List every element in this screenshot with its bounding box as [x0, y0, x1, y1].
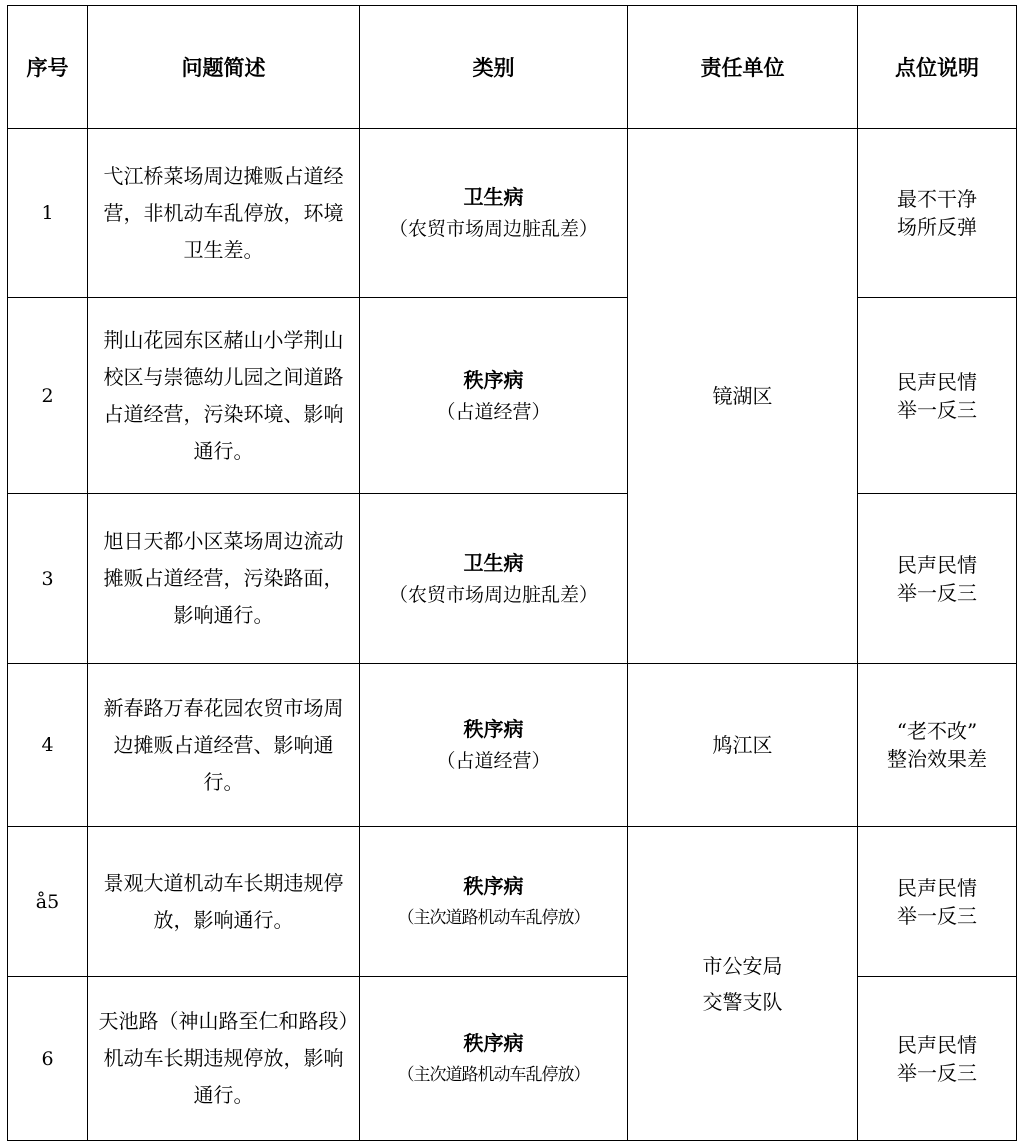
row-number: 1	[8, 129, 88, 298]
category-detail: （主次道路机动车乱停放）	[397, 1064, 590, 1085]
issue-description: 荆山花园东区赭山小学荆山校区与崇德幼儿园之间道路占道经营，污染环境、影响通行。	[88, 298, 360, 494]
category-name: 秩序病	[463, 873, 524, 898]
responsible-unit-jiujiang: 鸠江区	[628, 664, 858, 827]
category-detail: （主次道路机动车乱停放）	[397, 907, 590, 928]
category-name: 卫生病	[463, 185, 524, 209]
row-number: 6	[8, 977, 88, 1141]
issues-table	[7, 5, 1017, 1141]
header-unit: 责任单位	[628, 6, 858, 129]
category-cell	[360, 664, 628, 827]
table-row	[8, 494, 1017, 664]
category-name: 卫生病	[463, 550, 524, 575]
point-note	[858, 827, 1017, 977]
unit-line2: 交警支队	[702, 989, 783, 1014]
category-detail: （农贸市场周边脏乱差）	[388, 583, 598, 606]
header-no: 序号	[8, 6, 88, 129]
category-cell	[360, 827, 628, 977]
issue-description: 弋江桥菜场周边摊贩占道经营，非机动车乱停放，环境卫生差。	[88, 129, 360, 298]
issue-description: 景观大道机动车长期违规停放，影响通行。	[88, 827, 360, 977]
point-note-line1: “老不改”	[896, 719, 978, 743]
category-cell	[360, 977, 628, 1141]
category-name: 秩序病	[463, 717, 524, 741]
table-row	[8, 129, 1017, 298]
table-row	[8, 977, 1017, 1141]
point-note-line2: 举一反三	[897, 1060, 977, 1085]
point-note-line1: 民声民情	[897, 1032, 977, 1057]
point-note-line1: 民声民情	[897, 369, 977, 394]
table-row	[8, 298, 1017, 494]
category-detail: （占道经营）	[436, 400, 551, 423]
point-note	[858, 977, 1017, 1141]
category-detail: （农贸市场周边脏乱差）	[388, 218, 598, 240]
point-note-line2: 整治效果差	[887, 747, 987, 771]
point-note-line1: 民声民情	[897, 552, 977, 577]
header-desc: 问题简述	[88, 6, 360, 129]
unit-line1: 市公安局	[702, 953, 783, 978]
table-row	[8, 827, 1017, 977]
responsible-unit-jinghu: 镜湖区	[628, 129, 858, 664]
category-cell	[360, 298, 628, 494]
responsible-unit-traffic-police	[628, 827, 858, 1141]
category-detail: （占道经营）	[436, 750, 551, 772]
category-name: 秩序病	[463, 1030, 524, 1055]
table-row	[8, 664, 1017, 827]
row-number: 4	[8, 664, 88, 827]
point-note-line2: 场所反弹	[897, 215, 977, 239]
row-number: 3	[8, 494, 88, 664]
category-cell	[360, 494, 628, 664]
point-note	[858, 298, 1017, 494]
point-note-line1: 民声民情	[897, 875, 977, 900]
row-number: 2	[8, 298, 88, 494]
header-note: 点位说明	[858, 6, 1017, 129]
issue-description: 天池路（神山路至仁和路段）机动车长期违规停放，影响通行。	[88, 977, 360, 1141]
issue-description: 旭日天都小区菜场周边流动摊贩占道经营，污染路面，影响通行。	[88, 494, 360, 664]
issue-description: 新春路万春花园农贸市场周边摊贩占道经营、影响通行。	[88, 664, 360, 827]
header-category: 类别	[360, 6, 628, 129]
header-row	[8, 6, 1017, 129]
point-note-line2: 举一反三	[897, 903, 977, 928]
point-note	[858, 129, 1017, 298]
point-note-line1: 最不干净	[897, 187, 977, 211]
category-cell	[360, 129, 628, 298]
point-note-line2: 举一反三	[897, 397, 977, 422]
point-note	[858, 494, 1017, 664]
point-note-line2: 举一反三	[897, 580, 977, 605]
point-note	[858, 664, 1017, 827]
category-name: 秩序病	[463, 367, 524, 392]
row-number: å5	[8, 827, 88, 977]
